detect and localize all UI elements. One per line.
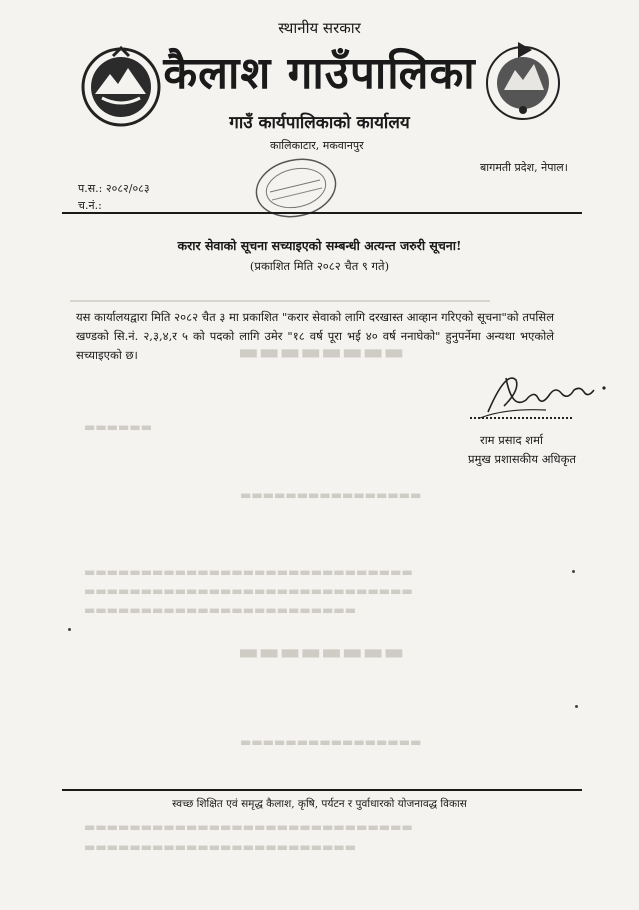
header-divider: [62, 212, 582, 214]
bleed-through-text: ▬▬▬▬▬▬▬▬: [238, 340, 405, 365]
scan-speck: [575, 705, 578, 708]
municipality-title: कैलाश गाउँपालिका: [163, 48, 476, 99]
bleed-through-text: ▬▬▬▬▬▬▬▬▬▬▬▬▬▬▬▬▬▬▬▬▬▬▬▬▬▬▬▬▬: [84, 565, 413, 579]
footer-divider: [62, 789, 582, 791]
office-stamp: [248, 152, 344, 218]
reference-number: प.स.: २०८२/०८३: [78, 182, 150, 195]
local-government-label: स्थानीय सरकार: [278, 19, 361, 37]
notice-title: करार सेवाको सूचना सच्याइएको सम्बन्धी अत्यन्त जरुरी सूचना!: [177, 238, 462, 253]
handwritten-signature: [476, 360, 616, 422]
signatory-name: राम प्रसाद शर्मा: [480, 433, 543, 447]
bleed-through-line: [70, 300, 490, 302]
publication-date: (प्रकाशित मिति २०८२ चैत ९ गते): [249, 259, 390, 273]
scan-speck: [68, 628, 71, 631]
footer-slogan: स्वच्छ शिक्षित एवं समृद्ध कैलाश, कृषि, पर्यटन र पुर्वाधारको योजनावद्ध विकास: [172, 798, 467, 810]
bleed-through-text: ▬▬▬▬▬▬▬▬▬▬▬▬▬▬▬▬▬▬▬▬▬▬▬▬: [84, 603, 357, 617]
scan-speck: [572, 570, 575, 573]
bleed-through-text: ▬▬▬▬▬▬: [84, 420, 153, 434]
notice-body: यस कार्यालयद्वारा मिति २०८२ चैत ३ मा प्रकाशित "करार सेवाको लागि दरखास्त आव्हान गरिएको सूचना"को तपसिल खण्डको सि.नं. २,३,४,र ५ को पदको लागि उमेर "१८ वर्ष पूरा भई ४० वर्ष ननाघेको" हुनुपर्नेमा अन्यथा भएकोले सच्याइएको छ।: [76, 310, 554, 362]
office-address: कालिकाटार, मकवानपुर: [270, 139, 364, 152]
bleed-through-text: ▬▬▬▬▬▬▬▬▬▬▬▬▬▬▬▬▬▬▬▬▬▬▬▬▬▬▬▬▬: [84, 820, 413, 834]
bleed-through-text: ▬▬▬▬▬▬▬▬: [238, 640, 405, 665]
bleed-through-text: ▬▬▬▬▬▬▬▬▬▬▬▬▬▬▬▬: [240, 735, 422, 749]
bleed-through-text: ▬▬▬▬▬▬▬▬▬▬▬▬▬▬▬▬▬▬▬▬▬▬▬▬: [84, 840, 357, 854]
bleed-through-text: ▬▬▬▬▬▬▬▬▬▬▬▬▬▬▬▬▬▬▬▬▬▬▬▬▬▬▬▬▬: [84, 584, 413, 598]
signature-line: [470, 417, 572, 419]
bleed-through-text: ▬▬▬▬▬▬▬▬▬▬▬▬▬▬▬▬: [240, 488, 422, 502]
office-name: गाउँ कार्यपालिकाको कार्यालय: [229, 113, 410, 133]
dispatch-number: च.नं.:: [78, 199, 102, 212]
province-line: बागमती प्रदेश, नेपाल।: [480, 161, 568, 174]
signatory-designation: प्रमुख प्रशासकीय अधिकृत: [468, 452, 576, 466]
